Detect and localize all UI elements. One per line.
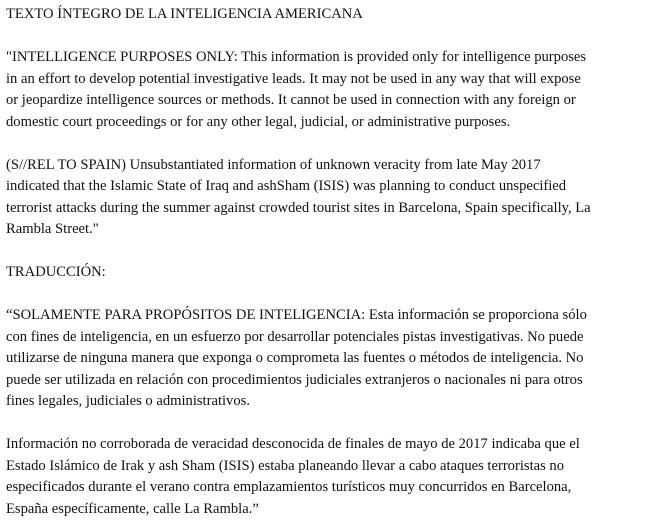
document-title: TEXTO ÍNTEGRO DE LA INTELIGENCIA AMERICANA (6, 6, 363, 22)
original-report-paragraph: (S//REL TO SPAIN) Unsubstantiated information of unknown veracity from late May 2017 indicated that the Islamic State of Iraq and ashSham (ISIS) was planning to conduct unspecified terrorist attacks during the summer against crowded tourist sites in Barcelona, Spain specifically, La Rambla Street." (6, 156, 591, 237)
translation-heading: TRADUCCIÓN: (6, 264, 106, 280)
translated-disclaimer-paragraph: “SOLAMENTE PARA PROPÓSITOS DE INTELIGENCIA: Esta información se proporciona sólo con fines de inteligencia, en un esfuerzo por desarrollar potenciales pistas investigativas. No puede utilizarse de ninguna manera que exponga o comprometa las fuentes o métodos de inteligencia. No puede ser utilizada en relación con procedimientos judiciales extranjeros o nacionales ni para otros fines legales, judiciales o administrativos. (6, 307, 587, 409)
translated-report-paragraph: Información no corroborada de veracidad desconocida de finales de mayo de 2017 indicaba que el Estado Islámico de Irak y ash Sham (ISIS) estaba planeando llevar a cabo ataques terroristas no especificados durante el verano contra emplazamientos turísticos muy concurridos en Barcelona, España específicamente, calle La Rambla.” (6, 436, 580, 517)
original-disclaimer-paragraph: "INTELLIGENCE PURPOSES ONLY: This information is provided only for intelligence purposes in an effort to develop potential investigative leads. It may not be used in any way that will expose or jeopardize intelligence sources or methods. It cannot be used in connection with any foreign or domestic court proceedings or for any other legal, judicial, or administrative purposes. (6, 49, 587, 130)
document-body (6, 4, 642, 520)
